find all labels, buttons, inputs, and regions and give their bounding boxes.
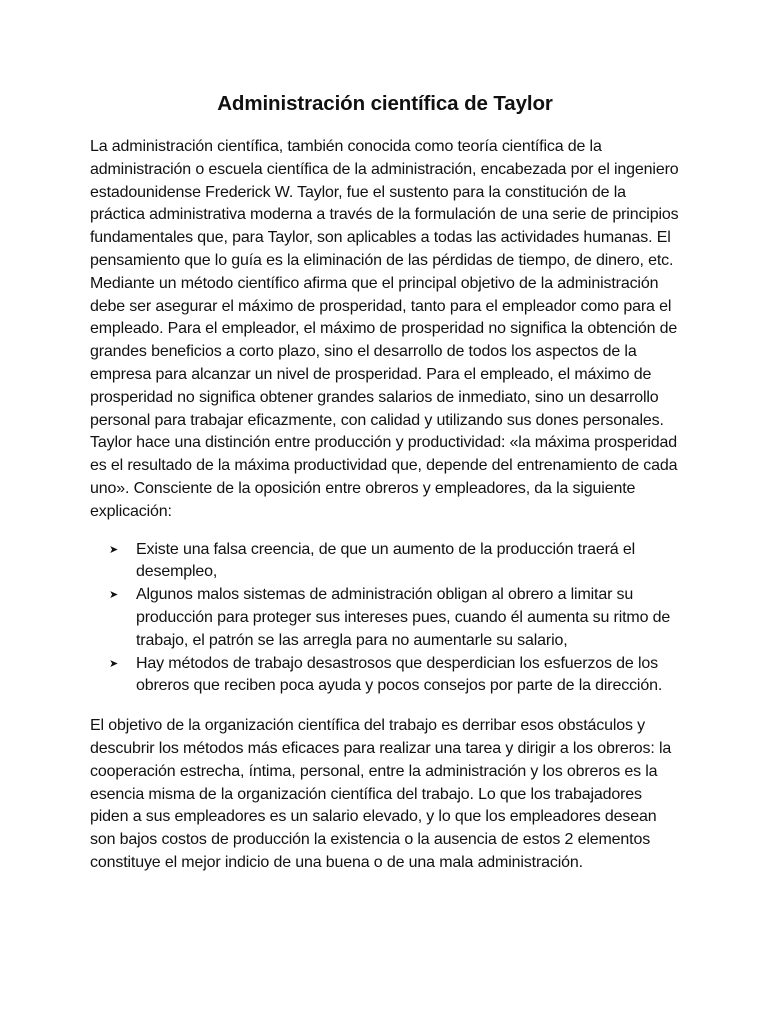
list-item-text: Hay métodos de trabajo desastrosos que desperdician los esfuerzos de los obreros que reciben poca ayuda y pocos consejos por parte de la dirección. [136,654,663,695]
list-item-text: Existe una falsa creencia, de que un aumento de la producción traerá el desempleo, [136,540,636,581]
arrow-bullet-icon: ➤ [109,543,119,556]
paragraph-conclusion: El objetivo de la organización científica del trabajo es derribar esos obstáculos y descubrir los métodos más eficaces para realizar una tarea y dirigir a los obreros: la cooperación estrecha, íntima, personal, entre la administración y los obreros es la esencia misma de la organización científica del trabajo. Lo que los trabajadores piden a sus empleadores es un salario elevado, y lo que los empleadores desean son bajos costos de producción la existencia o la ausencia de estos 2 elementos constituye el mejor indicio de una buena o de una mala administración. [90,717,672,871]
list-item [109,539,680,585]
paragraph-intro: La administración científica, también conocida como teoría científica de la administración o escuela científica de la administración, encabezada por el ingeniero estadounidense Frederick W. Taylor, fue el sustento para la constitución de la práctica administrativa moderna a través de la formulación de una serie de principios fundamentales que, para Taylor, son aplicables a todas las actividades humanas. El pensamiento que lo guía es la eliminación de las pérdidas de tiempo, de dinero, etc. Mediante un método científico afirma que el principal objetivo de la administración debe ser asegurar el máximo de prosperidad, tanto para el empleador como para el empleado. Para el empleador, el máximo de prosperidad no significa la obtención de grandes beneficios a corto plazo, sino el desarrollo de todos los aspectos de la empresa para alcanzar un nivel de prosperidad. Para el empleado, el máximo de prosperidad no significa obtener grandes salarios de inmediato, sino un desarrollo personal para trabajar eficazmente, con calidad y utilizando sus dones personales. Taylor hace una distinción entre producción y productividad: «la máxima prosperidad es el resultado de la máxima productividad que, depende del entrenamiento de cada uno». Consciente de la oposición entre obreros y empleadores, da la siguiente explicación: [90,138,679,520]
document-title: Administración científica de Taylor [217,92,553,115]
list-item [109,584,680,652]
list-item-text: Algunos malos sistemas de administración obligan al obrero a limitar su producción para proteger sus intereses pues, cuando él aumenta su ritmo de trabajo, el patrón se las arregla para no aumentarle su salario, [136,586,671,649]
document-page [90,92,680,875]
arrow-bullet-icon: ➤ [109,589,119,602]
arrow-bullet-icon: ➤ [109,657,119,670]
bullet-list [90,539,680,699]
list-item [109,653,680,699]
